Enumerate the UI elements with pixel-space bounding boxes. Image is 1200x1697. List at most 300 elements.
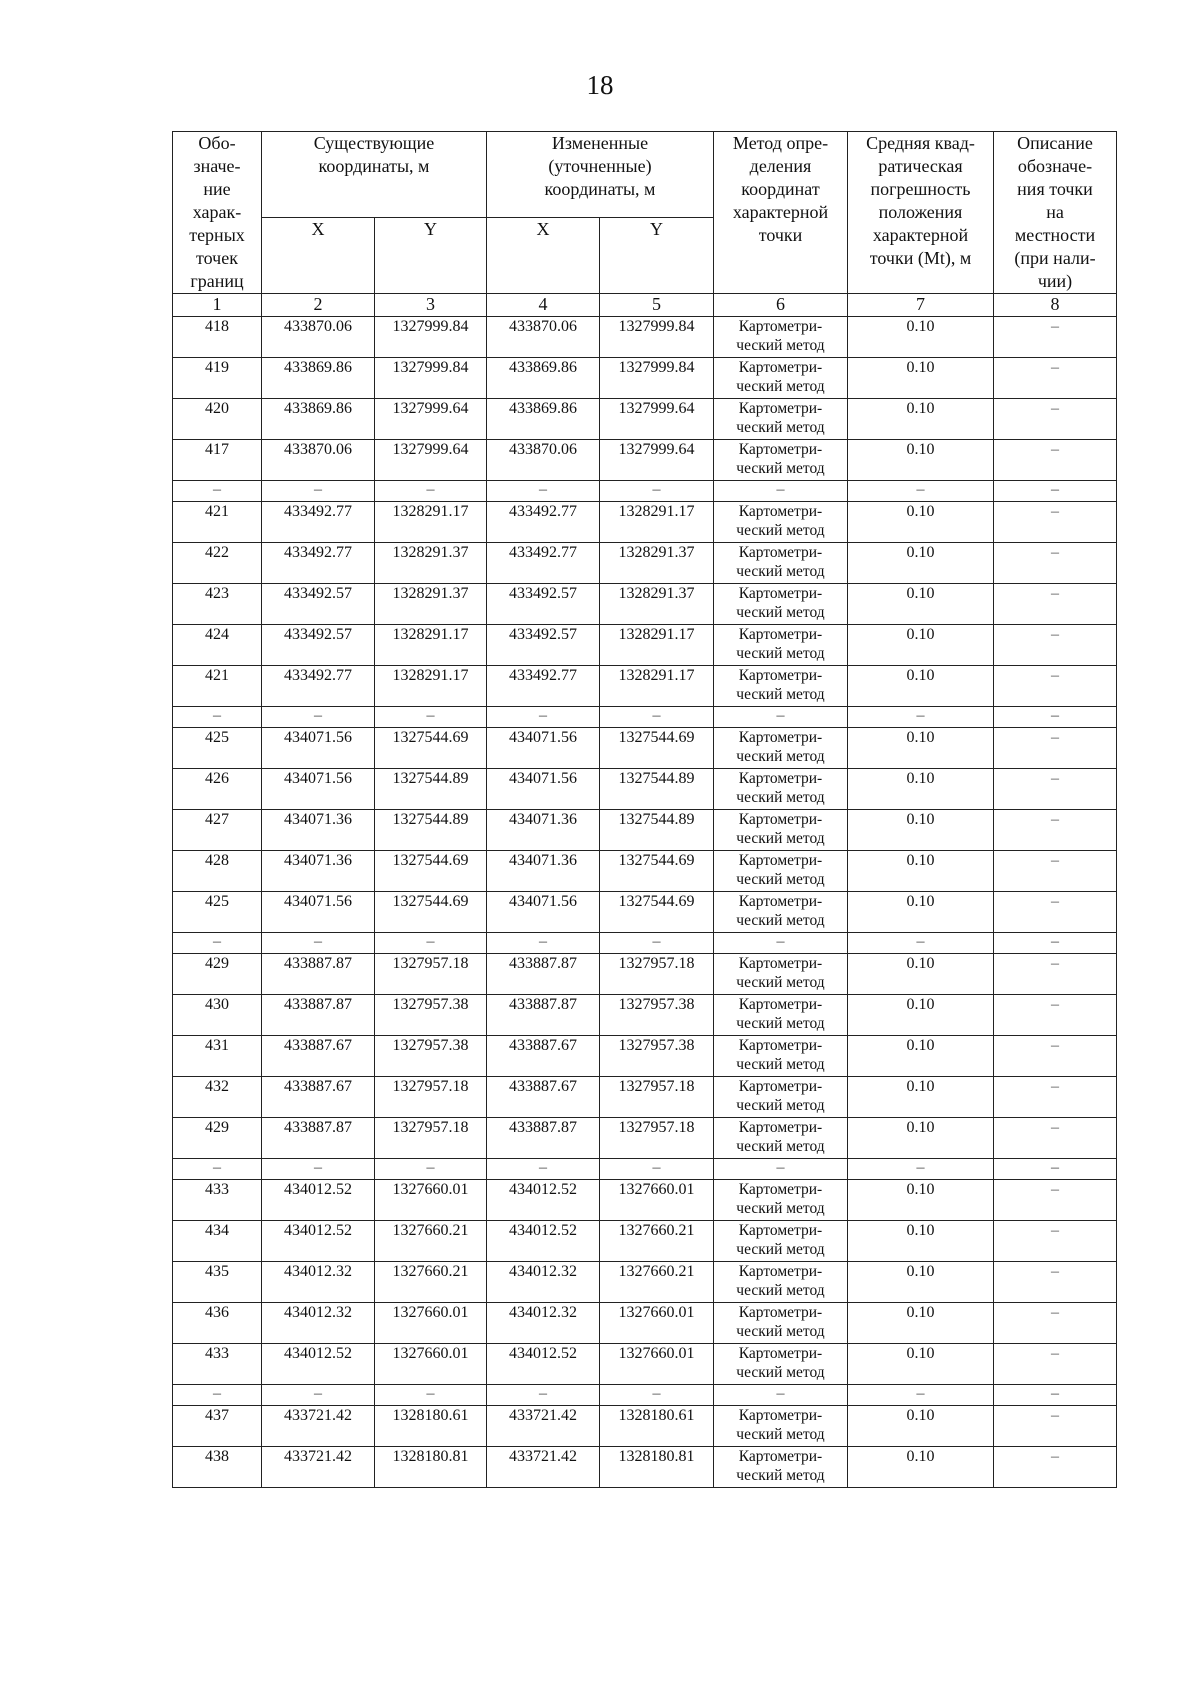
changed-x-cell: 433869.86 bbox=[487, 399, 600, 440]
changed-y-cell: 1328291.37 bbox=[600, 543, 714, 584]
table-row bbox=[173, 995, 1117, 1036]
method-cell: Картометри- ческий метод bbox=[714, 954, 848, 995]
existing-x-cell: 434071.56 bbox=[262, 892, 375, 933]
description-cell: – bbox=[994, 1344, 1117, 1385]
point-id-cell: 438 bbox=[173, 1447, 262, 1488]
existing-x-cell: 433492.77 bbox=[262, 543, 375, 584]
description-cell: – bbox=[994, 625, 1117, 666]
changed-x-cell: 434012.52 bbox=[487, 1344, 600, 1385]
existing-y-cell: 1328291.17 bbox=[375, 625, 487, 666]
separator-row bbox=[173, 933, 1117, 954]
existing-x-cell: 434012.52 bbox=[262, 1344, 375, 1385]
existing-y-cell: 1327660.01 bbox=[375, 1303, 487, 1344]
table-row bbox=[173, 666, 1117, 707]
separator-cell: – bbox=[994, 481, 1117, 502]
separator-cell: – bbox=[173, 481, 262, 502]
point-id-cell: 432 bbox=[173, 1077, 262, 1118]
method-cell: Картометри- ческий метод bbox=[714, 1180, 848, 1221]
existing-x-cell: 434012.32 bbox=[262, 1303, 375, 1344]
mean-error-cell: 0.10 bbox=[848, 1180, 994, 1221]
existing-y-cell: 1328291.17 bbox=[375, 502, 487, 543]
changed-y-cell: 1328291.37 bbox=[600, 584, 714, 625]
description-cell: – bbox=[994, 1036, 1117, 1077]
method-cell: Картометри- ческий метод bbox=[714, 1118, 848, 1159]
mean-error-cell: 0.10 bbox=[848, 1303, 994, 1344]
point-id-cell: 421 bbox=[173, 502, 262, 543]
changed-x-cell: 433887.87 bbox=[487, 1118, 600, 1159]
point-id-cell: 417 bbox=[173, 440, 262, 481]
separator-cell: – bbox=[375, 1385, 487, 1406]
separator-row bbox=[173, 1159, 1117, 1180]
separator-cell: – bbox=[994, 1385, 1117, 1406]
header-method: Метод опре- деления координат характерной точки bbox=[714, 132, 848, 294]
header-changed-x: X bbox=[487, 218, 600, 294]
mean-error-cell: 0.10 bbox=[848, 1077, 994, 1118]
changed-x-cell: 434071.56 bbox=[487, 769, 600, 810]
table-row bbox=[173, 954, 1117, 995]
method-cell: Картометри- ческий метод bbox=[714, 543, 848, 584]
changed-x-cell: 433492.77 bbox=[487, 543, 600, 584]
header-existing-y: Y bbox=[375, 218, 487, 294]
changed-x-cell: 433721.42 bbox=[487, 1406, 600, 1447]
existing-y-cell: 1327660.21 bbox=[375, 1262, 487, 1303]
existing-y-cell: 1327660.01 bbox=[375, 1180, 487, 1221]
method-cell: Картометри- ческий метод bbox=[714, 666, 848, 707]
separator-cell: – bbox=[848, 1159, 994, 1180]
separator-cell: – bbox=[173, 1385, 262, 1406]
mean-error-cell: 0.10 bbox=[848, 1447, 994, 1488]
mean-error-cell: 0.10 bbox=[848, 892, 994, 933]
existing-y-cell: 1328291.37 bbox=[375, 543, 487, 584]
existing-y-cell: 1327660.01 bbox=[375, 1344, 487, 1385]
description-cell: – bbox=[994, 769, 1117, 810]
separator-cell: – bbox=[262, 1159, 375, 1180]
changed-x-cell: 434012.32 bbox=[487, 1262, 600, 1303]
existing-y-cell: 1327544.89 bbox=[375, 769, 487, 810]
existing-y-cell: 1327957.18 bbox=[375, 954, 487, 995]
changed-y-cell: 1327957.38 bbox=[600, 1036, 714, 1077]
mean-error-cell: 0.10 bbox=[848, 399, 994, 440]
point-id-cell: 425 bbox=[173, 728, 262, 769]
changed-x-cell: 433869.86 bbox=[487, 358, 600, 399]
existing-y-cell: 1328180.81 bbox=[375, 1447, 487, 1488]
point-id-cell: 423 bbox=[173, 584, 262, 625]
changed-x-cell: 434071.56 bbox=[487, 728, 600, 769]
header-mean-error: Средняя квад- ратическая погрешность положения характерной точки (Mt), м bbox=[848, 132, 994, 294]
method-cell: Картометри- ческий метод bbox=[714, 502, 848, 543]
mean-error-cell: 0.10 bbox=[848, 1344, 994, 1385]
separator-cell: – bbox=[714, 707, 848, 728]
existing-x-cell: 434012.52 bbox=[262, 1180, 375, 1221]
changed-y-cell: 1327660.01 bbox=[600, 1180, 714, 1221]
description-cell: – bbox=[994, 584, 1117, 625]
existing-x-cell: 434012.32 bbox=[262, 1262, 375, 1303]
column-number: 1 bbox=[173, 294, 262, 317]
table-row bbox=[173, 1406, 1117, 1447]
mean-error-cell: 0.10 bbox=[848, 1036, 994, 1077]
existing-y-cell: 1327544.69 bbox=[375, 892, 487, 933]
separator-cell: – bbox=[262, 1385, 375, 1406]
description-cell: – bbox=[994, 892, 1117, 933]
existing-y-cell: 1327999.64 bbox=[375, 399, 487, 440]
column-number: 7 bbox=[848, 294, 994, 317]
description-cell: – bbox=[994, 1406, 1117, 1447]
header-changed-coordinates: Измененные (уточненные) координаты, м bbox=[487, 132, 714, 218]
separator-cell: – bbox=[600, 1159, 714, 1180]
mean-error-cell: 0.10 bbox=[848, 1221, 994, 1262]
header-description: Описание обозначе- ния точки на местности (при нали- чии) bbox=[994, 132, 1117, 294]
method-cell: Картометри- ческий метод bbox=[714, 1447, 848, 1488]
method-cell: Картометри- ческий метод bbox=[714, 440, 848, 481]
point-id-cell: 433 bbox=[173, 1180, 262, 1221]
separator-cell: – bbox=[600, 481, 714, 502]
changed-y-cell: 1327544.69 bbox=[600, 851, 714, 892]
method-cell: Картометри- ческий метод bbox=[714, 1303, 848, 1344]
page-number: 18 bbox=[586, 70, 614, 100]
changed-y-cell: 1328180.81 bbox=[600, 1447, 714, 1488]
separator-cell: – bbox=[262, 933, 375, 954]
existing-y-cell: 1327544.89 bbox=[375, 810, 487, 851]
existing-x-cell: 433492.57 bbox=[262, 584, 375, 625]
changed-y-cell: 1327957.38 bbox=[600, 995, 714, 1036]
changed-x-cell: 434071.56 bbox=[487, 892, 600, 933]
method-cell: Картометри- ческий метод bbox=[714, 995, 848, 1036]
changed-x-cell: 434071.36 bbox=[487, 810, 600, 851]
column-number: 6 bbox=[714, 294, 848, 317]
changed-x-cell: 433492.57 bbox=[487, 584, 600, 625]
changed-x-cell: 434012.52 bbox=[487, 1221, 600, 1262]
separator-cell: – bbox=[600, 707, 714, 728]
existing-y-cell: 1327999.84 bbox=[375, 358, 487, 399]
existing-y-cell: 1327957.38 bbox=[375, 995, 487, 1036]
changed-y-cell: 1327999.84 bbox=[600, 317, 714, 358]
changed-y-cell: 1327660.01 bbox=[600, 1344, 714, 1385]
changed-y-cell: 1327660.21 bbox=[600, 1262, 714, 1303]
description-cell: – bbox=[994, 995, 1117, 1036]
point-id-cell: 431 bbox=[173, 1036, 262, 1077]
table-row bbox=[173, 1303, 1117, 1344]
existing-x-cell: 433870.06 bbox=[262, 440, 375, 481]
method-cell: Картометри- ческий метод bbox=[714, 358, 848, 399]
changed-y-cell: 1327544.89 bbox=[600, 810, 714, 851]
method-cell: Картометри- ческий метод bbox=[714, 1077, 848, 1118]
existing-y-cell: 1328180.61 bbox=[375, 1406, 487, 1447]
existing-x-cell: 433887.87 bbox=[262, 954, 375, 995]
existing-x-cell: 434071.36 bbox=[262, 810, 375, 851]
separator-cell: – bbox=[848, 481, 994, 502]
existing-x-cell: 433887.87 bbox=[262, 1118, 375, 1159]
header-existing-coordinates: Существующие координаты, м bbox=[262, 132, 487, 218]
column-number: 8 bbox=[994, 294, 1117, 317]
separator-cell: – bbox=[173, 707, 262, 728]
changed-y-cell: 1327544.69 bbox=[600, 728, 714, 769]
mean-error-cell: 0.10 bbox=[848, 954, 994, 995]
changed-y-cell: 1328291.17 bbox=[600, 502, 714, 543]
description-cell: – bbox=[994, 666, 1117, 707]
description-cell: – bbox=[994, 728, 1117, 769]
point-id-cell: 429 bbox=[173, 1118, 262, 1159]
table-row bbox=[173, 317, 1117, 358]
separator-cell: – bbox=[600, 933, 714, 954]
description-cell: – bbox=[994, 810, 1117, 851]
separator-row bbox=[173, 707, 1117, 728]
separator-cell: – bbox=[375, 933, 487, 954]
mean-error-cell: 0.10 bbox=[848, 995, 994, 1036]
table-row bbox=[173, 1344, 1117, 1385]
table-row bbox=[173, 1180, 1117, 1221]
mean-error-cell: 0.10 bbox=[848, 1262, 994, 1303]
point-id-cell: 421 bbox=[173, 666, 262, 707]
method-cell: Картометри- ческий метод bbox=[714, 317, 848, 358]
table-row bbox=[173, 1036, 1117, 1077]
existing-x-cell: 433887.87 bbox=[262, 995, 375, 1036]
method-cell: Картометри- ческий метод bbox=[714, 1262, 848, 1303]
description-cell: – bbox=[994, 358, 1117, 399]
mean-error-cell: 0.10 bbox=[848, 1406, 994, 1447]
changed-x-cell: 433721.42 bbox=[487, 1447, 600, 1488]
existing-y-cell: 1327999.64 bbox=[375, 440, 487, 481]
changed-y-cell: 1327999.64 bbox=[600, 399, 714, 440]
description-cell: – bbox=[994, 1077, 1117, 1118]
point-id-cell: 428 bbox=[173, 851, 262, 892]
changed-y-cell: 1327957.18 bbox=[600, 1118, 714, 1159]
changed-x-cell: 434012.32 bbox=[487, 1303, 600, 1344]
point-id-cell: 427 bbox=[173, 810, 262, 851]
table-row bbox=[173, 851, 1117, 892]
existing-x-cell: 433492.77 bbox=[262, 666, 375, 707]
separator-cell: – bbox=[375, 1159, 487, 1180]
table-row bbox=[173, 810, 1117, 851]
separator-cell: – bbox=[262, 481, 375, 502]
description-cell: – bbox=[994, 1180, 1117, 1221]
mean-error-cell: 0.10 bbox=[848, 666, 994, 707]
mean-error-cell: 0.10 bbox=[848, 358, 994, 399]
mean-error-cell: 0.10 bbox=[848, 317, 994, 358]
separator-cell: – bbox=[848, 1385, 994, 1406]
changed-y-cell: 1327957.18 bbox=[600, 1077, 714, 1118]
changed-y-cell: 1328180.61 bbox=[600, 1406, 714, 1447]
table-row bbox=[173, 440, 1117, 481]
existing-x-cell: 433492.57 bbox=[262, 625, 375, 666]
point-id-cell: 437 bbox=[173, 1406, 262, 1447]
description-cell: – bbox=[994, 1221, 1117, 1262]
changed-y-cell: 1327660.01 bbox=[600, 1303, 714, 1344]
point-id-cell: 425 bbox=[173, 892, 262, 933]
mean-error-cell: 0.10 bbox=[848, 851, 994, 892]
mean-error-cell: 0.10 bbox=[848, 810, 994, 851]
description-cell: – bbox=[994, 954, 1117, 995]
separator-cell: – bbox=[487, 1385, 600, 1406]
description-cell: – bbox=[994, 851, 1117, 892]
separator-cell: – bbox=[487, 481, 600, 502]
method-cell: Картометри- ческий метод bbox=[714, 625, 848, 666]
method-cell: Картометри- ческий метод bbox=[714, 1406, 848, 1447]
existing-x-cell: 433492.77 bbox=[262, 502, 375, 543]
point-id-cell: 424 bbox=[173, 625, 262, 666]
separator-cell: – bbox=[487, 1159, 600, 1180]
header-point-designation: Обо- значе- ние харак- терных точек границ bbox=[173, 132, 262, 294]
changed-x-cell: 434012.52 bbox=[487, 1180, 600, 1221]
point-id-cell: 420 bbox=[173, 399, 262, 440]
table-row bbox=[173, 769, 1117, 810]
point-id-cell: 418 bbox=[173, 317, 262, 358]
changed-x-cell: 433887.87 bbox=[487, 995, 600, 1036]
existing-x-cell: 434071.56 bbox=[262, 769, 375, 810]
changed-x-cell: 433887.67 bbox=[487, 1036, 600, 1077]
method-cell: Картометри- ческий метод bbox=[714, 728, 848, 769]
header-existing-x: X bbox=[262, 218, 375, 294]
method-cell: Картометри- ческий метод bbox=[714, 1344, 848, 1385]
method-cell: Картометри- ческий метод bbox=[714, 769, 848, 810]
changed-x-cell: 433492.77 bbox=[487, 502, 600, 543]
separator-cell: – bbox=[714, 481, 848, 502]
existing-x-cell: 433870.06 bbox=[262, 317, 375, 358]
method-cell: Картометри- ческий метод bbox=[714, 892, 848, 933]
column-number: 3 bbox=[375, 294, 487, 317]
description-cell: – bbox=[994, 399, 1117, 440]
separator-cell: – bbox=[848, 933, 994, 954]
table-row bbox=[173, 1447, 1117, 1488]
changed-x-cell: 433887.67 bbox=[487, 1077, 600, 1118]
point-id-cell: 430 bbox=[173, 995, 262, 1036]
changed-y-cell: 1327544.89 bbox=[600, 769, 714, 810]
mean-error-cell: 0.10 bbox=[848, 728, 994, 769]
existing-x-cell: 433721.42 bbox=[262, 1406, 375, 1447]
point-id-cell: 433 bbox=[173, 1344, 262, 1385]
column-number: 4 bbox=[487, 294, 600, 317]
separator-cell: – bbox=[994, 707, 1117, 728]
existing-y-cell: 1327957.38 bbox=[375, 1036, 487, 1077]
changed-x-cell: 434071.36 bbox=[487, 851, 600, 892]
changed-x-cell: 433492.57 bbox=[487, 625, 600, 666]
separator-cell: – bbox=[994, 933, 1117, 954]
point-id-cell: 436 bbox=[173, 1303, 262, 1344]
separator-row bbox=[173, 481, 1117, 502]
table-row bbox=[173, 502, 1117, 543]
separator-cell: – bbox=[994, 1159, 1117, 1180]
description-cell: – bbox=[994, 1118, 1117, 1159]
table-body bbox=[173, 317, 1117, 1488]
existing-y-cell: 1327957.18 bbox=[375, 1118, 487, 1159]
separator-cell: – bbox=[173, 1159, 262, 1180]
separator-cell: – bbox=[714, 1385, 848, 1406]
description-cell: – bbox=[994, 317, 1117, 358]
existing-x-cell: 433887.67 bbox=[262, 1036, 375, 1077]
changed-y-cell: 1328291.17 bbox=[600, 625, 714, 666]
existing-x-cell: 433869.86 bbox=[262, 399, 375, 440]
separator-cell: – bbox=[714, 1159, 848, 1180]
changed-x-cell: 433870.06 bbox=[487, 317, 600, 358]
table-row bbox=[173, 358, 1117, 399]
separator-cell: – bbox=[173, 933, 262, 954]
changed-y-cell: 1328291.17 bbox=[600, 666, 714, 707]
changed-y-cell: 1327999.84 bbox=[600, 358, 714, 399]
method-cell: Картометри- ческий метод bbox=[714, 810, 848, 851]
description-cell: – bbox=[994, 1303, 1117, 1344]
method-cell: Картометри- ческий метод bbox=[714, 851, 848, 892]
existing-y-cell: 1327660.21 bbox=[375, 1221, 487, 1262]
column-number: 2 bbox=[262, 294, 375, 317]
description-cell: – bbox=[994, 1262, 1117, 1303]
separator-cell: – bbox=[487, 707, 600, 728]
point-id-cell: 426 bbox=[173, 769, 262, 810]
table-row bbox=[173, 892, 1117, 933]
point-id-cell: 434 bbox=[173, 1221, 262, 1262]
table-row bbox=[173, 1262, 1117, 1303]
description-cell: – bbox=[994, 1447, 1117, 1488]
point-id-cell: 419 bbox=[173, 358, 262, 399]
separator-cell: – bbox=[600, 1385, 714, 1406]
table-row bbox=[173, 1077, 1117, 1118]
table-row bbox=[173, 584, 1117, 625]
existing-y-cell: 1327999.84 bbox=[375, 317, 487, 358]
changed-y-cell: 1327957.18 bbox=[600, 954, 714, 995]
existing-x-cell: 433721.42 bbox=[262, 1447, 375, 1488]
changed-x-cell: 433887.87 bbox=[487, 954, 600, 995]
existing-y-cell: 1327544.69 bbox=[375, 851, 487, 892]
changed-y-cell: 1327660.21 bbox=[600, 1221, 714, 1262]
existing-x-cell: 434012.52 bbox=[262, 1221, 375, 1262]
separator-row bbox=[173, 1385, 1117, 1406]
separator-cell: – bbox=[375, 481, 487, 502]
mean-error-cell: 0.10 bbox=[848, 584, 994, 625]
mean-error-cell: 0.10 bbox=[848, 440, 994, 481]
separator-cell: – bbox=[848, 707, 994, 728]
existing-x-cell: 433869.86 bbox=[262, 358, 375, 399]
mean-error-cell: 0.10 bbox=[848, 769, 994, 810]
changed-y-cell: 1327999.64 bbox=[600, 440, 714, 481]
existing-y-cell: 1327544.69 bbox=[375, 728, 487, 769]
changed-x-cell: 433870.06 bbox=[487, 440, 600, 481]
column-number: 5 bbox=[600, 294, 714, 317]
table-row bbox=[173, 728, 1117, 769]
point-id-cell: 422 bbox=[173, 543, 262, 584]
existing-x-cell: 434071.56 bbox=[262, 728, 375, 769]
method-cell: Картометри- ческий метод bbox=[714, 399, 848, 440]
description-cell: – bbox=[994, 543, 1117, 584]
separator-cell: – bbox=[375, 707, 487, 728]
point-id-cell: 435 bbox=[173, 1262, 262, 1303]
description-cell: – bbox=[994, 440, 1117, 481]
description-cell: – bbox=[994, 502, 1117, 543]
changed-y-cell: 1327544.69 bbox=[600, 892, 714, 933]
separator-cell: – bbox=[714, 933, 848, 954]
table-row bbox=[173, 625, 1117, 666]
mean-error-cell: 0.10 bbox=[848, 543, 994, 584]
existing-x-cell: 434071.36 bbox=[262, 851, 375, 892]
existing-x-cell: 433887.67 bbox=[262, 1077, 375, 1118]
table-row bbox=[173, 1221, 1117, 1262]
mean-error-cell: 0.10 bbox=[848, 625, 994, 666]
point-id-cell: 429 bbox=[173, 954, 262, 995]
mean-error-cell: 0.10 bbox=[848, 1118, 994, 1159]
coordinates-table bbox=[172, 131, 1117, 1488]
existing-y-cell: 1328291.17 bbox=[375, 666, 487, 707]
separator-cell: – bbox=[487, 933, 600, 954]
existing-y-cell: 1328291.37 bbox=[375, 584, 487, 625]
method-cell: Картометри- ческий метод bbox=[714, 584, 848, 625]
table-row bbox=[173, 1118, 1117, 1159]
method-cell: Картометри- ческий метод bbox=[714, 1036, 848, 1077]
header-changed-y: Y bbox=[600, 218, 714, 294]
separator-cell: – bbox=[262, 707, 375, 728]
table-row bbox=[173, 399, 1117, 440]
table-row bbox=[173, 543, 1117, 584]
method-cell: Картометри- ческий метод bbox=[714, 1221, 848, 1262]
existing-y-cell: 1327957.18 bbox=[375, 1077, 487, 1118]
changed-x-cell: 433492.77 bbox=[487, 666, 600, 707]
mean-error-cell: 0.10 bbox=[848, 502, 994, 543]
